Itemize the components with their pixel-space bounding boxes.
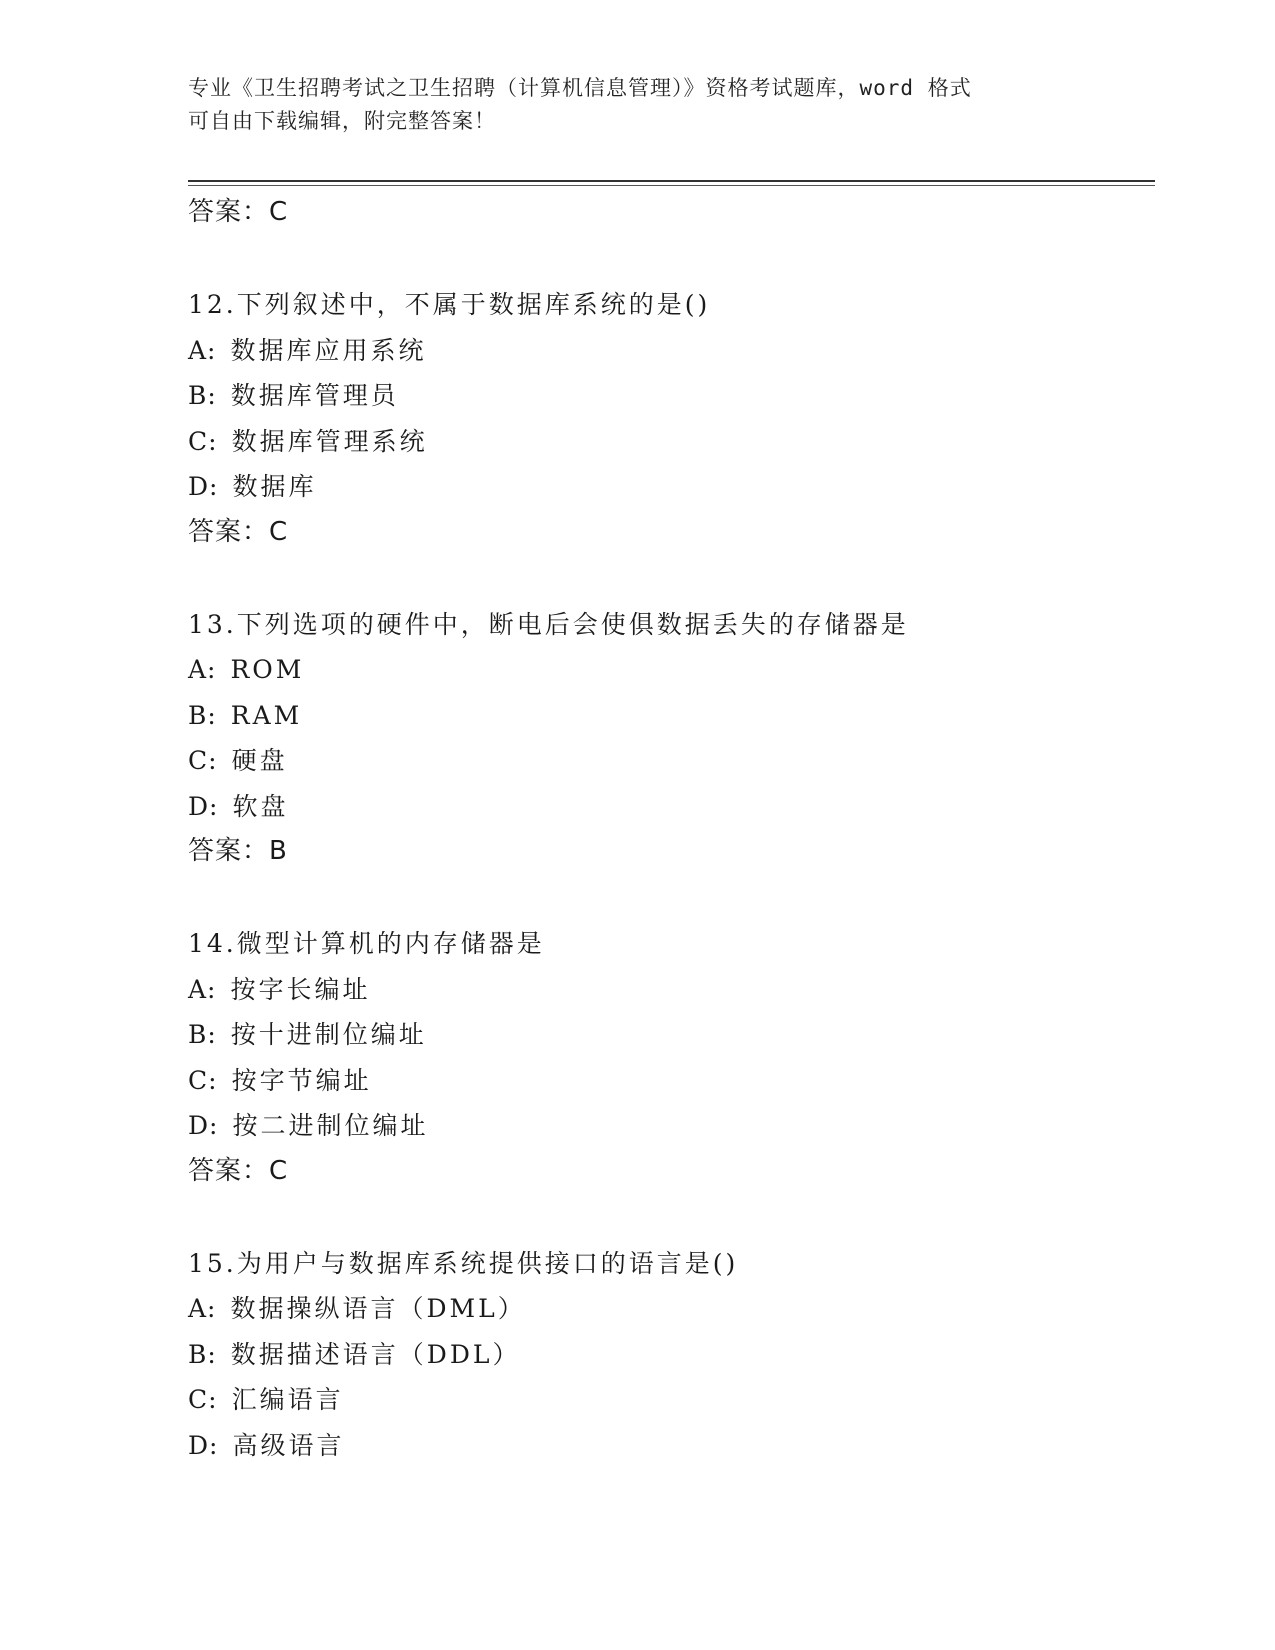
header-rule-thick	[188, 180, 1155, 182]
option-text: 硬盘	[231, 746, 288, 775]
option-text: 数据库	[232, 472, 317, 501]
question-block	[188, 921, 1148, 1194]
option-text: 软盘	[232, 791, 289, 821]
option-label: B:	[188, 1339, 217, 1369]
option-d	[188, 464, 1148, 510]
option-d	[188, 784, 1148, 830]
option-b	[188, 693, 1148, 739]
option-label: A:	[188, 1294, 217, 1323]
option-d	[188, 1103, 1148, 1149]
question-stem: 12.下列叙述中，不属于数据库系统的是()	[188, 290, 711, 319]
question-stem: 15.为用户与数据库系统提供接口的语言是()	[188, 1248, 739, 1278]
option-label: A:	[188, 655, 217, 684]
option-b	[188, 1012, 1148, 1058]
option-text: 按字节编址	[231, 1065, 372, 1095]
spacer	[188, 874, 1148, 921]
question-block	[188, 602, 1148, 875]
spacer	[188, 555, 1148, 602]
option-text: 数据操纵语言（DML）	[230, 1294, 526, 1323]
option-label: D:	[188, 1430, 219, 1460]
option-text: 数据描述语言（DDL）	[230, 1339, 521, 1369]
option-text: 按二进制位编址	[232, 1111, 429, 1140]
question-block	[188, 1241, 1148, 1469]
option-c	[188, 419, 1148, 465]
option-label: A:	[188, 974, 217, 1004]
option-text: 数据库管理系统	[231, 426, 428, 456]
spacer	[188, 235, 1148, 282]
option-label: D:	[188, 791, 219, 821]
option-text: 高级语言	[232, 1430, 345, 1460]
option-label: B:	[188, 1020, 217, 1049]
option-a	[188, 647, 1148, 693]
option-text: 按十进制位编址	[230, 1020, 427, 1049]
option-text: 数据库应用系统	[230, 335, 427, 365]
option-label: C:	[188, 1065, 218, 1095]
option-text: RAM	[230, 700, 303, 730]
answer-line: 答案：C	[188, 197, 289, 227]
option-c	[188, 1377, 1148, 1423]
option-label: B:	[188, 700, 217, 730]
header-rule-thin	[188, 185, 1155, 186]
option-a	[188, 1286, 1148, 1332]
option-c	[188, 738, 1148, 784]
option-b	[188, 1332, 1148, 1378]
option-label: C:	[188, 746, 218, 775]
option-a	[188, 328, 1148, 374]
option-d	[188, 1423, 1148, 1469]
option-label: A:	[188, 335, 217, 365]
question-block	[188, 282, 1148, 555]
question-stem: 14.微型计算机的内存储器是	[188, 929, 545, 958]
header-line-2: 可自由下载编辑，附完整答案！	[188, 109, 496, 133]
option-label: D:	[188, 1111, 219, 1140]
option-label: C:	[188, 1385, 218, 1414]
option-label: D:	[188, 472, 219, 501]
option-a	[188, 967, 1148, 1013]
option-text: ROM	[230, 655, 305, 684]
option-label: B:	[188, 381, 217, 410]
option-b	[188, 373, 1148, 419]
option-text: 汇编语言	[231, 1385, 344, 1414]
header-line-1: 专业《卫生招聘考试之卫生招聘（计算机信息管理）》资格考试题库，word 格式	[188, 76, 972, 100]
document-header	[188, 72, 1088, 138]
answer-line: 答案：B	[188, 836, 288, 866]
option-text: 数据库管理员	[230, 381, 399, 410]
question-stem: 13.下列选项的硬件中，断电后会使俱数据丢失的存储器是	[188, 609, 909, 639]
spacer	[188, 1194, 1148, 1241]
option-text: 按字长编址	[230, 974, 371, 1004]
option-c	[188, 1058, 1148, 1104]
option-label: C:	[188, 426, 218, 456]
question-list	[188, 190, 1148, 1468]
answer-line: 答案：C	[188, 516, 289, 547]
answer-line: 答案：C	[188, 1155, 289, 1186]
